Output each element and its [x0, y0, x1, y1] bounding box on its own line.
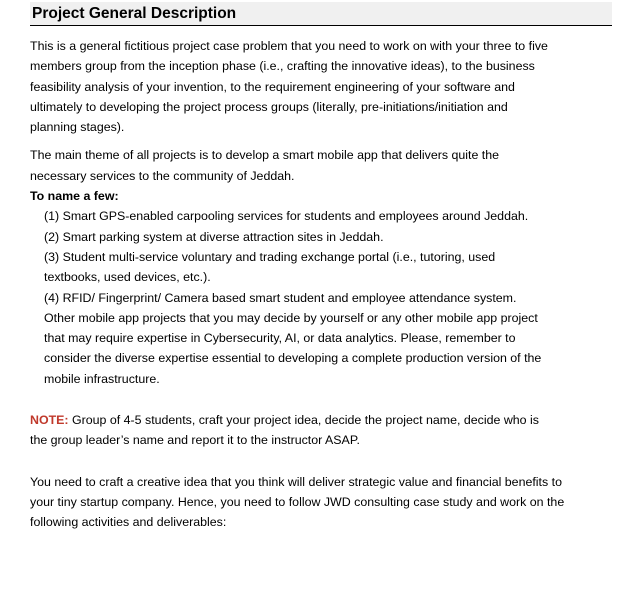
task-line: following activities and deliverables: [30, 515, 227, 530]
note-label: NOTE: [30, 413, 69, 428]
note-text: Group of 4-5 students, craft your project idea, decide the project name, decide who is [68, 413, 539, 428]
list-item: (2) Smart parking system at diverse attraction sites in Jeddah. [44, 229, 384, 244]
note-line [30, 410, 620, 430]
theme-paragraph [30, 145, 620, 206]
task-line: You need to craft a creative idea that you think will deliver strategic value and financial benefits to [30, 474, 562, 489]
note-paragraph [30, 410, 620, 451]
task-line: your tiny startup company. Hence, you need to follow JWD consulting case study and work on the [30, 494, 565, 509]
section-heading-bar [30, 2, 612, 26]
spacer [30, 451, 620, 472]
task-paragraph [30, 472, 620, 533]
theme-line: The main theme of all projects is to develop a smart mobile app that delivers quite the [30, 148, 500, 163]
spacer [30, 137, 620, 145]
intro-line: planning stages). [30, 120, 125, 135]
intro-line: ultimately to developing the project process groups (literally, pre-initiations/initiation and [30, 99, 508, 114]
theme-line: necessary services to the community of Jeddah. [30, 168, 295, 183]
list-item: Other mobile app projects that you may decide by yourself or any other mobile app project [44, 310, 538, 325]
list-item: textbooks, used devices, etc.). [44, 270, 211, 285]
intro-paragraph [30, 36, 620, 137]
list-heading: To name a few: [30, 189, 119, 204]
list-item: (4) RFID/ Fingerprint/ Camera based smart student and employee attendance system. [44, 290, 517, 305]
list-item: that may require expertise in Cybersecurity, AI, or data analytics. Please, remember to [44, 331, 516, 346]
intro-line: feasibility analysis of your invention, to the requirement engineering of your software and [30, 79, 515, 94]
list-item: mobile infrastructure. [44, 371, 160, 386]
intro-line: members group from the inception phase (i.e., crafting the innovative ideas), to the business [30, 59, 535, 74]
list-item: (3) Student multi-service voluntary and trading exchange portal (i.e., tutoring, used [44, 249, 496, 264]
intro-line: This is a general fictitious project case problem that you need to work on with your three to five [30, 39, 548, 53]
project-idea-list [30, 206, 620, 389]
list-item: consider the diverse expertise essential to developing a complete production version of the [44, 351, 542, 366]
note-line: the group leader’s name and report it to the instructor ASAP. [30, 433, 360, 448]
section-title: Project General Description [32, 5, 237, 22]
spacer [30, 389, 620, 410]
list-item: (1) Smart GPS-enabled carpooling services for students and employees around Jeddah. [44, 209, 529, 224]
document-body [30, 36, 620, 533]
